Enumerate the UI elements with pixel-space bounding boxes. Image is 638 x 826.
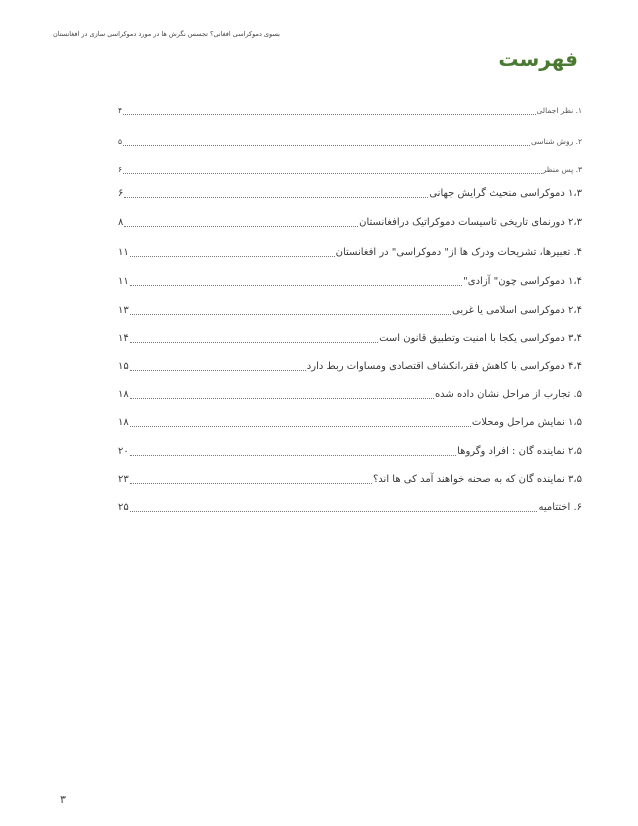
toc-entry-page: ۱۵ bbox=[118, 361, 129, 372]
toc-entry-label: ۶. اختتامیه bbox=[538, 502, 582, 513]
running-header: بسوی دموکراسی افغانی؟ تجسس نگرش ها در مورد دموکراسی سازی در افغانستان bbox=[52, 30, 280, 38]
toc-entry-label: ۳. پس منظر bbox=[542, 165, 582, 174]
toc-entry-page: ۱۸ bbox=[118, 417, 129, 428]
toc-leader-dots bbox=[130, 483, 372, 484]
toc-entry-page: ۶ bbox=[118, 165, 123, 174]
toc-title: فهرست bbox=[498, 47, 578, 71]
toc-leader-dots bbox=[130, 342, 378, 343]
toc-entry-page: ۴ bbox=[118, 106, 123, 115]
toc-entry[interactable] bbox=[118, 244, 582, 260]
toc-entry-label: ۱،۳ دموکراسی منحیث گرایش جهانی bbox=[429, 188, 582, 199]
toc-entry-page: ۱۸ bbox=[118, 389, 129, 400]
toc-entry-label: ۲،۳ دورنمای تاریخی تاسیسات دموکراتیک درافغانستان bbox=[359, 217, 582, 228]
toc-leader-dots bbox=[130, 426, 471, 427]
toc-entry[interactable] bbox=[118, 358, 582, 374]
toc-leader-dots bbox=[123, 145, 530, 146]
toc-entry[interactable] bbox=[118, 102, 582, 118]
toc-entry-label: ۴. تعبیرها، تشریحات ودرک ها از" دموکراسی" در افغانستان bbox=[335, 247, 582, 258]
toc-entry-page: ۲۳ bbox=[118, 474, 129, 485]
toc-entry-label: ۴،۴ دموکراسی با کاهش فقر،انکشاف اقتصادی ومساوات ربط دارد bbox=[306, 361, 582, 372]
toc-entry[interactable] bbox=[118, 471, 582, 487]
toc-leader-dots bbox=[123, 114, 536, 115]
toc-leader-dots bbox=[123, 173, 542, 174]
toc-entry-page: ۲۰ bbox=[118, 446, 129, 457]
toc-entry-page: ۸ bbox=[118, 217, 124, 228]
toc-entry[interactable] bbox=[118, 214, 582, 230]
toc-entry[interactable] bbox=[118, 443, 582, 459]
toc-entry-label: ۲،۴ دموکراسی اسلامی یا غربی bbox=[452, 305, 582, 316]
toc-entry-page: ۶ bbox=[118, 188, 124, 199]
toc-leader-dots bbox=[130, 455, 456, 456]
toc-entry-label: ۳،۵ نماینده گان که به صحنه خواهند آمد کی ها اند؟ bbox=[373, 474, 582, 485]
toc-entry-page: ۱۱ bbox=[118, 276, 129, 287]
toc-entry-page: ۱۴ bbox=[118, 333, 129, 344]
toc-entry-page: ۲۵ bbox=[118, 502, 129, 513]
toc-leader-dots bbox=[130, 285, 462, 286]
toc-entry-label: ۱. نظر اجمالی bbox=[536, 106, 582, 115]
toc-entry-label: ۲. روش شناسی bbox=[531, 137, 582, 146]
toc-entry[interactable] bbox=[118, 273, 582, 289]
toc-entry[interactable] bbox=[118, 386, 582, 402]
page-number: ۳ bbox=[60, 793, 66, 806]
toc-leader-dots bbox=[130, 511, 538, 512]
toc-entry[interactable] bbox=[118, 161, 582, 177]
toc-entry-label: ۲،۵ نماینده گان : افراد وگروها bbox=[457, 446, 582, 457]
toc-entry[interactable] bbox=[118, 302, 582, 318]
toc-entry[interactable] bbox=[118, 330, 582, 346]
toc-leader-dots bbox=[124, 197, 428, 198]
toc-entry[interactable] bbox=[118, 133, 582, 149]
toc-leader-dots bbox=[124, 226, 358, 227]
toc-entry-label: ۱،۵ نمایش مراحل ومحلات bbox=[471, 417, 582, 428]
toc-entry-page: ۵ bbox=[118, 137, 123, 146]
toc-entry-label: ۵. تجارب از مراحل نشان داده شده bbox=[434, 389, 582, 400]
toc-entry-label: ۱،۴ دموکراسی چون" آزادی" bbox=[463, 276, 582, 287]
toc-entry-page: ۱۳ bbox=[118, 305, 129, 316]
toc-entry-page: ۱۱ bbox=[118, 247, 129, 258]
toc-leader-dots bbox=[130, 398, 434, 399]
toc-leader-dots bbox=[130, 370, 306, 371]
toc-entry[interactable] bbox=[118, 185, 582, 201]
toc-entry-label: ۳،۴ دموکراسی یکجا با امنیت وتطبیق قانون است bbox=[379, 333, 582, 344]
toc-leader-dots bbox=[130, 314, 451, 315]
toc-entry[interactable] bbox=[118, 414, 582, 430]
toc-leader-dots bbox=[130, 256, 335, 257]
toc-entry[interactable] bbox=[118, 499, 582, 515]
